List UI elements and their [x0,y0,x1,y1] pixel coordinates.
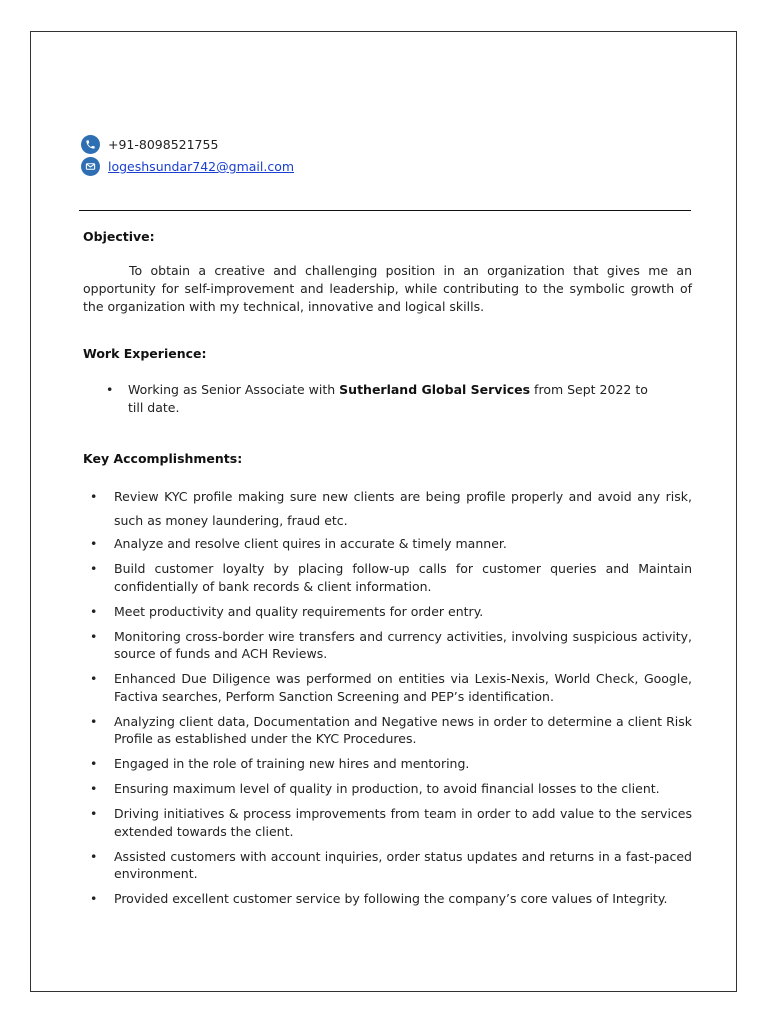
objective-heading: Objective: [83,229,155,244]
work-experience-list [106,381,666,417]
list-item: • Driving initiatives & process improvements from team in order to add value to the services extended towards the client. [88,805,692,840]
list-item: • Build customer loyalty by placing follow-up calls for customer queries and Maintain confidentially of bank records & client information. [88,560,692,595]
list-item: • Meet productivity and quality requirements for order entry. [88,603,692,621]
phone-icon [81,135,100,154]
email-row [81,157,294,176]
experience-prefix: Working as Senior Associate with [128,382,340,397]
list-item: • Assisted customers with account inquiries, order status updates and returns in a fast-paced environment. [88,848,692,883]
company-name: Sutherland Global Services [339,382,531,397]
email-link[interactable]: logeshsundar742@gmail.com [108,159,295,174]
list-item: • Analyzing client data, Documentation and Negative news in order to determine a client Risk Profile as established under the KYC Procedures. [88,713,692,748]
list-item: • Analyze and resolve client quires in accurate & timely manner. [88,535,692,553]
list-item: • Ensuring maximum level of quality in production, to avoid financial losses to the client. [88,780,692,798]
phone-row [81,135,218,154]
resume-page [30,31,737,992]
work-experience-heading: Work Experience: [83,346,207,361]
list-item [106,381,666,417]
accomplishments-list [88,485,692,915]
envelope-icon [81,157,100,176]
experience-suffix: from Sept 2022 to till date. [128,382,648,415]
phone-number: +91-8098521755 [108,137,219,152]
list-item: • Engaged in the role of training new hires and mentoring. [88,755,692,773]
list-item: • Review KYC profile making sure new clients are being profile properly and avoid any risk, such as money laundering, fraud etc. [88,485,692,533]
objective-text: To obtain a creative and challenging position in an organization that gives me an opportunity for self-improvement and leadership, while contributing to the symbolic growth of the organization with my technical, innovative and logical skills. [83,263,692,314]
list-item: • Enhanced Due Diligence was performed on entities via Lexis-Nexis, World Check, Google, Factiva searches, Perform Sanction Screening and PEP’s identification. [88,670,692,705]
list-item: • Monitoring cross-border wire transfers and currency activities, involving suspicious activity, source of funds and ACH Reviews. [88,628,692,663]
accomplishments-heading: Key Accomplishments: [83,451,243,466]
header-divider [79,210,691,211]
list-item: • Provided excellent customer service by following the company’s core values of Integrity. [88,890,692,908]
